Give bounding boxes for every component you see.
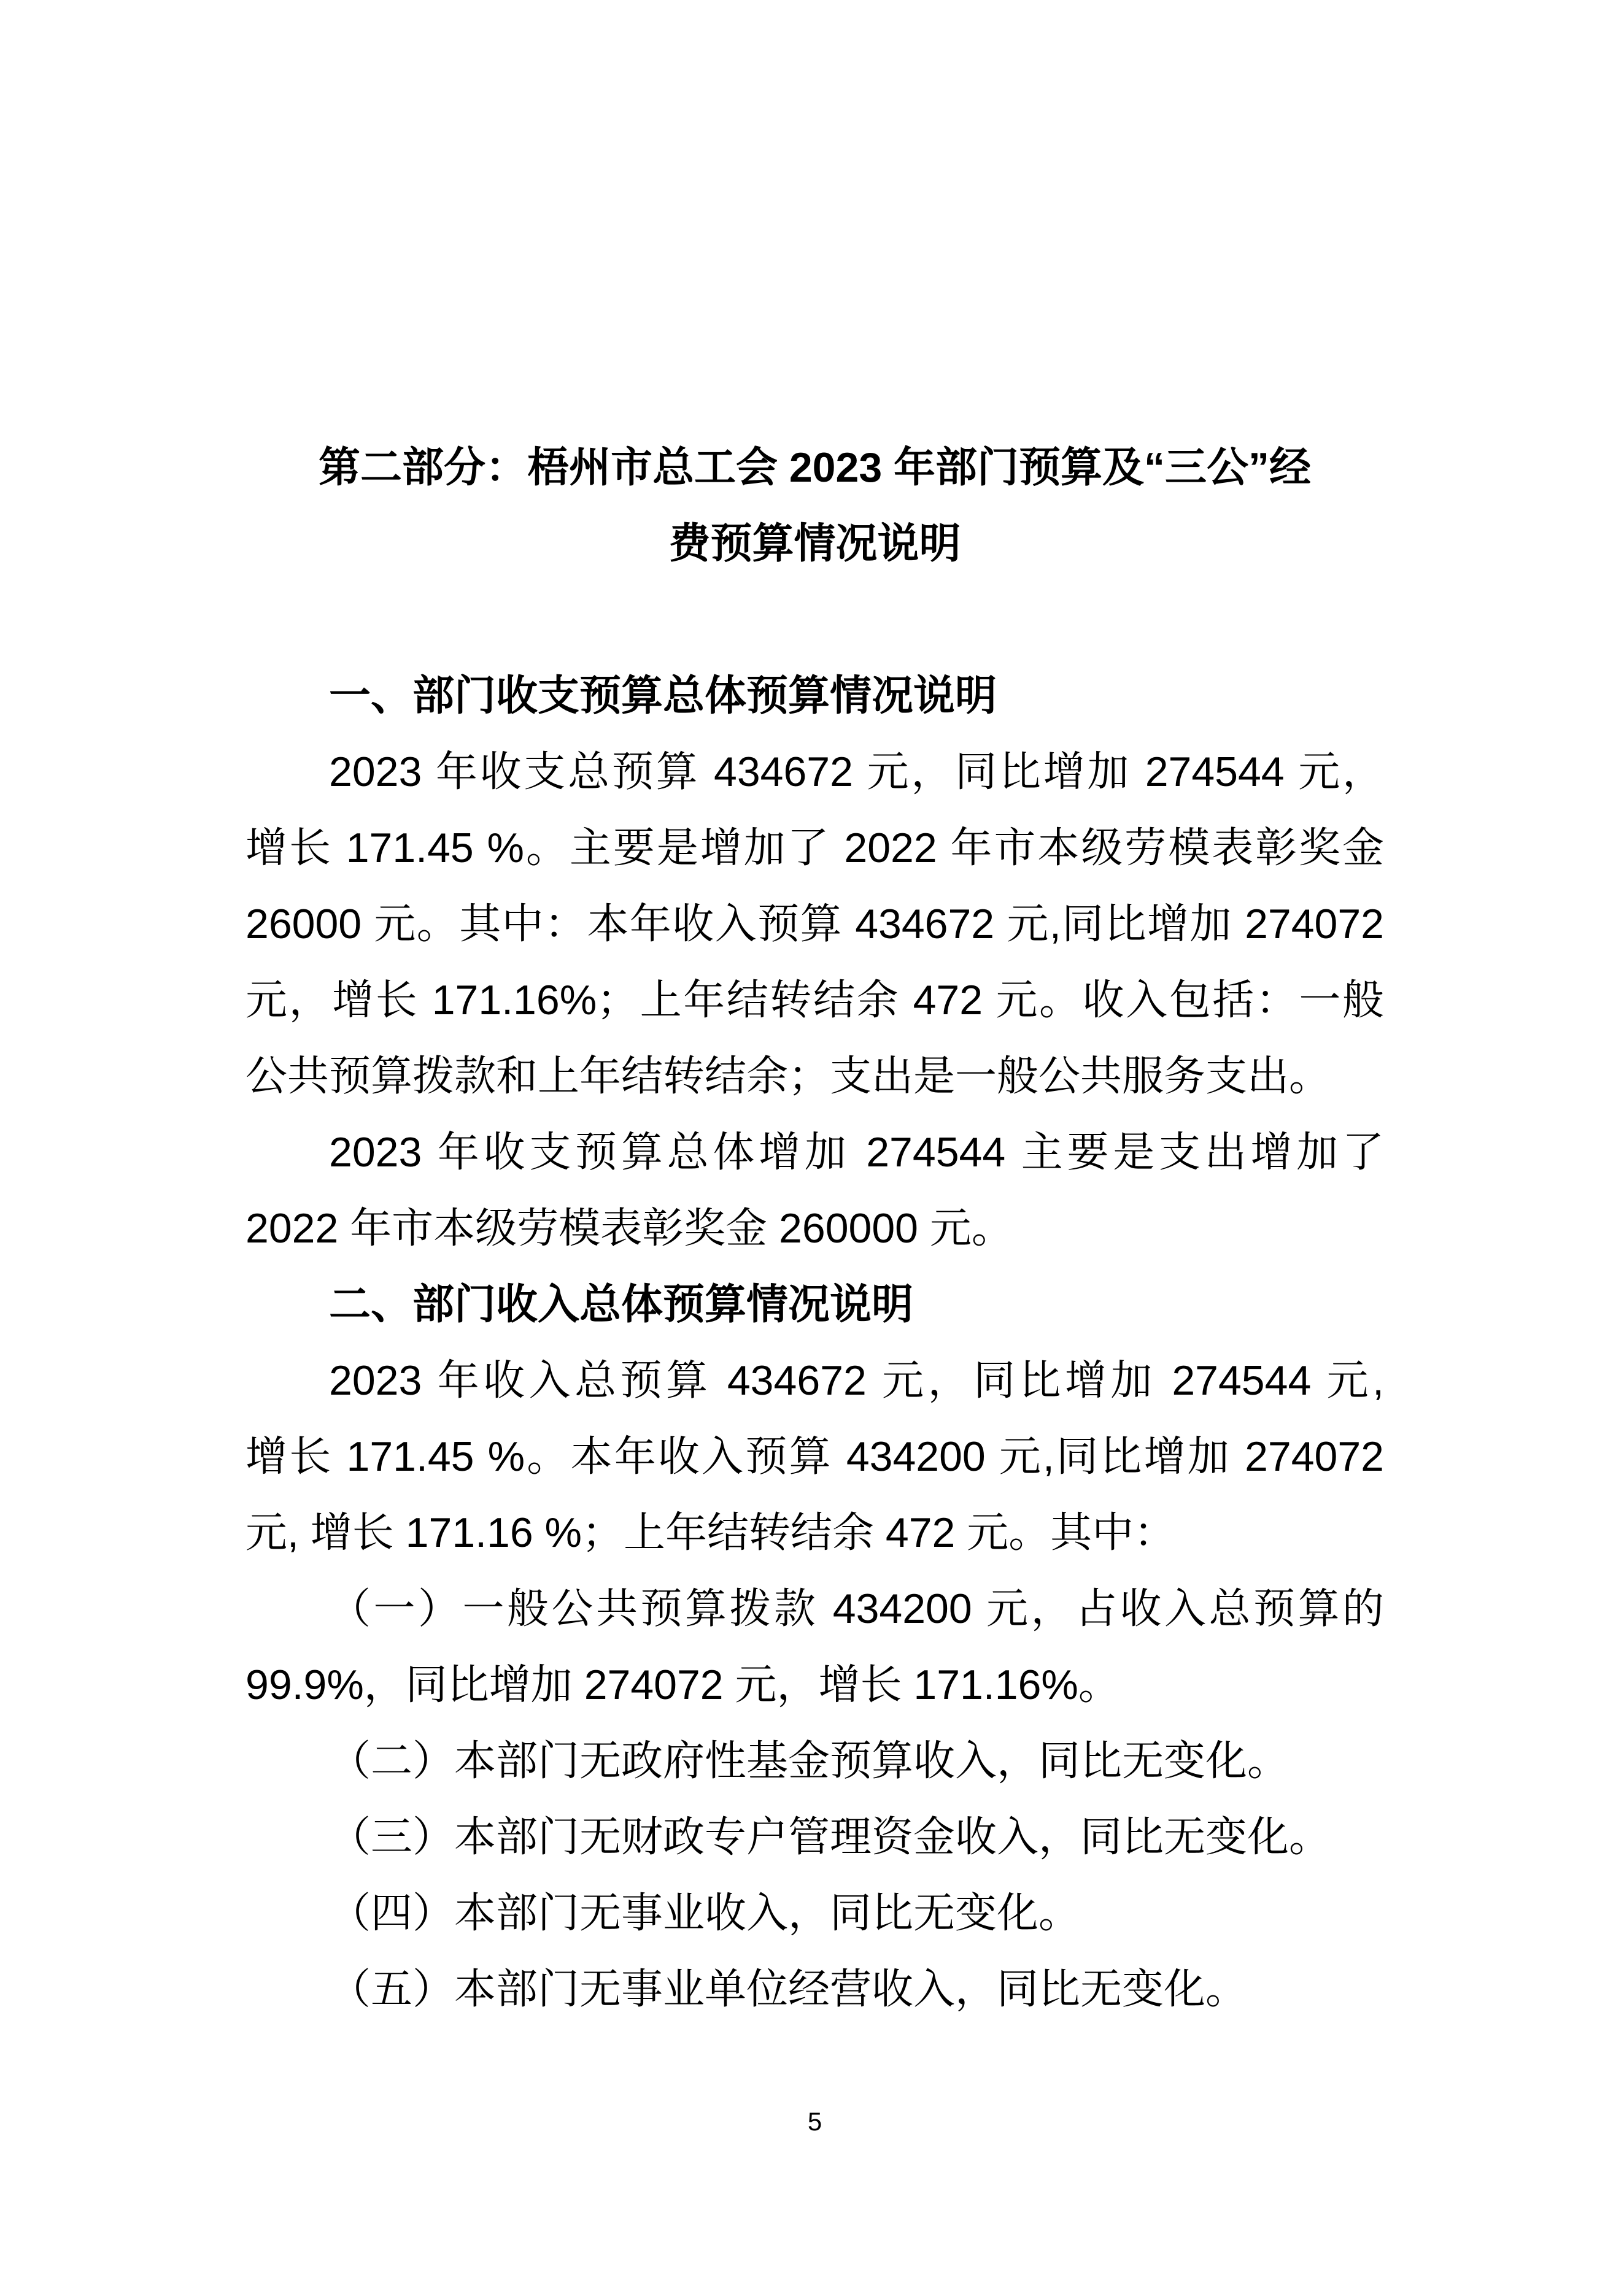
body-line: （二）本部门无政府性基金预算收入，同比无变化。: [329, 1738, 1290, 1784]
body-line: （三）本部门无财政专户管理资金收入，同比无变化。: [329, 1814, 1331, 1860]
body-line: 增长 171.45 %。主要是增加了 2022 年市本级劳模表彰奖金: [246, 825, 1384, 871]
body-line: （一）一般公共预算拨款 434200 元，占收入总预算的: [329, 1585, 1384, 1632]
body-line: 增长 171.45 %。本年收入预算 434200 元,同比增加 274072: [246, 1433, 1384, 1480]
body-line: 26000 元。其中：本年收入预算 434672 元,同比增加 274072: [246, 901, 1384, 947]
section-heading-2: 二、部门收入总体预算情况说明: [329, 1281, 914, 1328]
body-line: （五）本部门无事业单位经营收入，同比无变化。: [329, 1966, 1248, 2013]
document-title: [246, 430, 1384, 582]
body-line: 99.9%，同比增加 274072 元，增长 171.16%。: [246, 1662, 1120, 1708]
title-line-1: 第二部分：梧州市总工会 2023 年部门预算及“三公”经: [318, 444, 1312, 491]
body-line: 2023 年收支预算总体增加 274544 主要是支出增加了: [329, 1129, 1384, 1176]
body-line: 2023 年收入总预算 434672 元，同比增加 274544 元,: [329, 1357, 1384, 1404]
body-line: 2022 年市本级劳模表彰奖金 260000 元。: [246, 1205, 1013, 1252]
page-number: 5: [807, 2107, 822, 2136]
title-body-gap: [246, 582, 1384, 658]
body-line: 公共预算拨款和上年结转结余；支出是一般公共服务支出。: [246, 1053, 1331, 1100]
title-line-2: 费预算情况说明: [668, 520, 961, 567]
section-heading-1: 一、部门收支预算总体预算情况说明: [329, 672, 997, 719]
body-line: （四）本部门无事业收入，同比无变化。: [329, 1890, 1081, 1936]
body-line: 元，增长 171.16%；上年结转结余 472 元。收入包括：一般: [246, 977, 1384, 1023]
body-line: 2023 年收支总预算 434672 元，同比增加 274544 元，: [329, 749, 1384, 795]
body-line: 元, 增长 171.16 %；上年结转结余 472 元。其中：: [246, 1509, 1176, 1556]
